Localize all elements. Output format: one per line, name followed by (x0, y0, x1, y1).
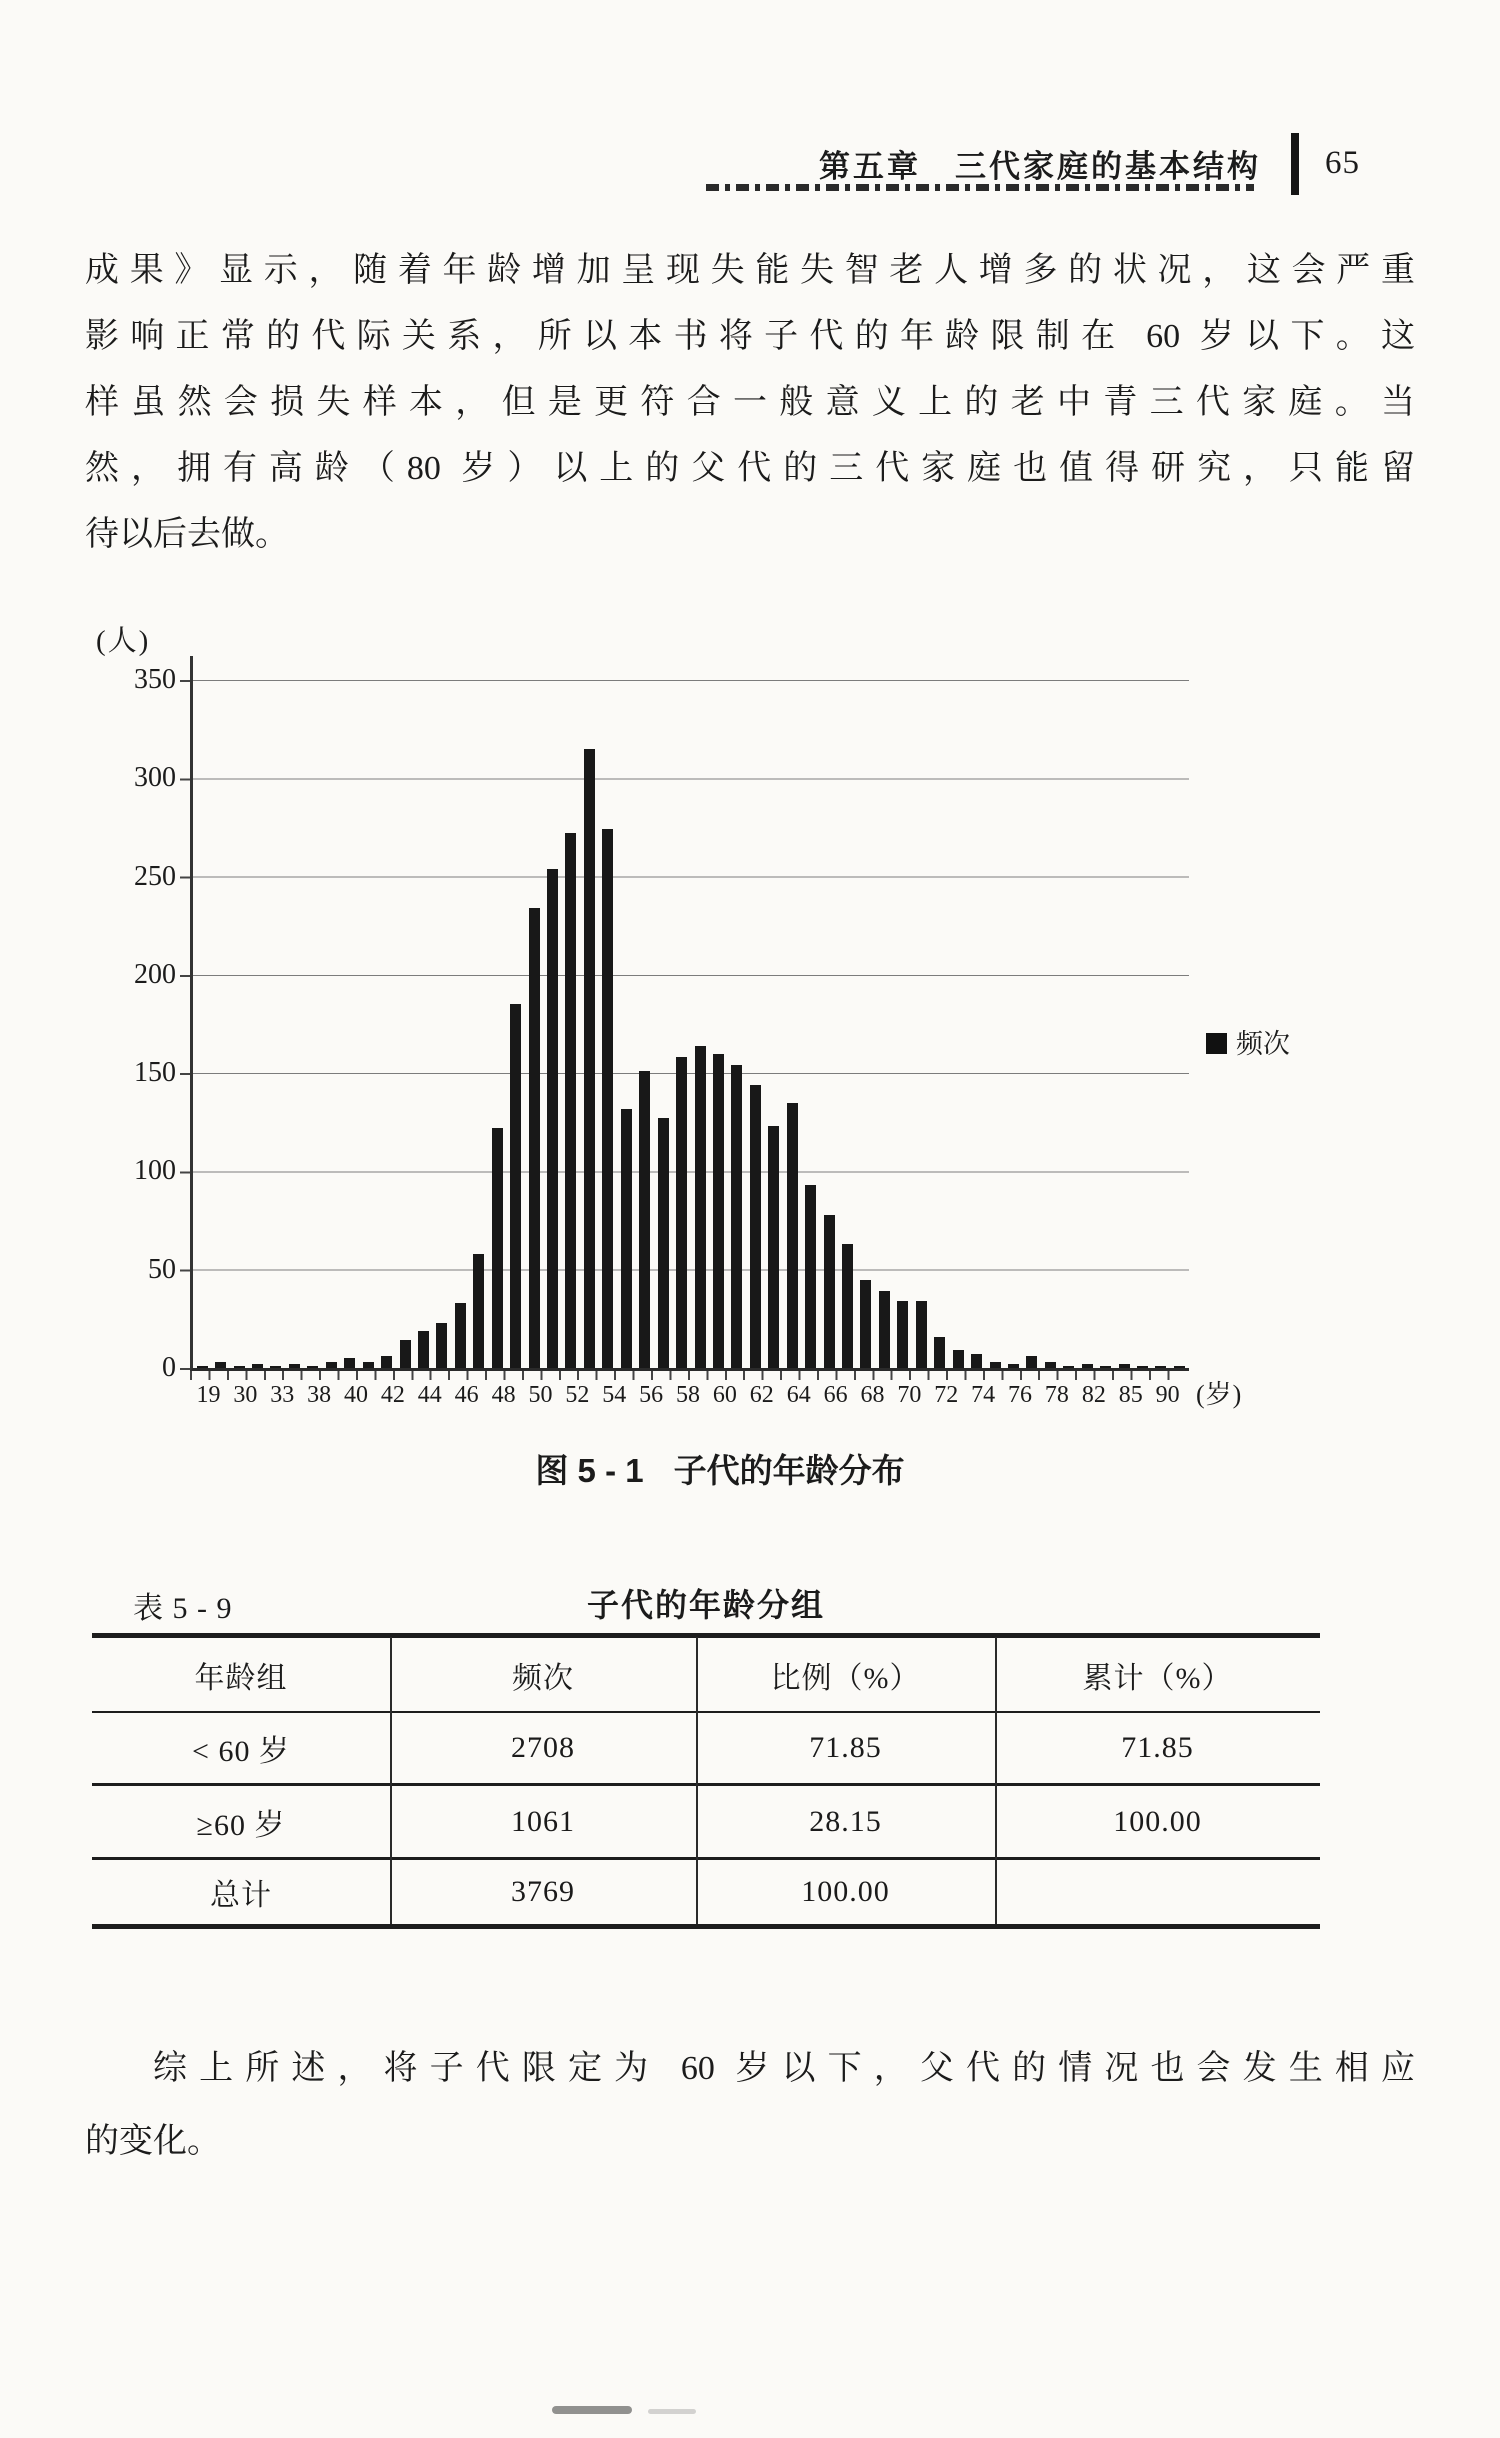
bar-slot (488, 680, 506, 1368)
table-cell: 总计 (210, 1879, 272, 1912)
bar-slot (949, 680, 967, 1368)
x-tick-label: 19 (196, 1382, 221, 1408)
x-tick-label: 40 (344, 1382, 368, 1408)
bar-slot (672, 680, 690, 1368)
table-cell: 28.15 (809, 1804, 882, 1838)
x-tick-label: 68 (860, 1382, 885, 1408)
bar (1155, 1366, 1166, 1368)
paragraph-line: 成果》显示，随着年龄增加呈现失能失智老人增多的状况，这会严重 (85, 252, 1415, 289)
table-cell: 3769 (511, 1875, 575, 1908)
table-cell: 71.85 (1121, 1731, 1194, 1764)
x-tick-label: 56 (639, 1382, 664, 1408)
chart-legend (1206, 1022, 1290, 1061)
header-divider-bar (1291, 133, 1299, 195)
paragraph-line: 影响正常的代际关系，所以本书将子代的年龄限制在 60 岁以下。这 (85, 318, 1415, 355)
bar-slot (1152, 680, 1170, 1368)
bar (326, 1362, 337, 1368)
bar-slot (783, 680, 801, 1368)
bar (953, 1350, 964, 1368)
x-tick-label: 44 (417, 1382, 442, 1408)
scan-smudge (648, 2409, 696, 2414)
bar (565, 833, 576, 1368)
bar-slot (580, 680, 598, 1368)
bar-slot (691, 680, 709, 1368)
y-tick-label: 250 (134, 860, 176, 892)
bar-slot (470, 680, 488, 1368)
chapter-title: 第五章 三代家庭的基本结构 (819, 148, 1261, 184)
x-tick-label: 54 (602, 1382, 627, 1408)
table-cell (995, 1860, 1320, 1924)
paragraph-2 (85, 2032, 1415, 2178)
table-cell: 100.00 (1113, 1804, 1202, 1838)
table-row (92, 1860, 1320, 1924)
bar (713, 1054, 724, 1369)
y-tick-label: 350 (134, 664, 176, 695)
paragraph-line: 样虽然会损失样本，但是更符合一般意义上的老中青三代家庭。当 (85, 384, 1415, 421)
table-row (92, 1713, 1320, 1783)
bar-slot (322, 680, 340, 1368)
chart-plot (190, 680, 1189, 1371)
table-cell: 71.85 (809, 1731, 882, 1764)
bar-slot (838, 680, 856, 1368)
bar-slot (1078, 680, 1096, 1368)
bar-slot (986, 680, 1004, 1368)
bar-slot (506, 680, 524, 1368)
table-cell: ≥60 岁 (196, 1808, 286, 1842)
x-tick-label: 66 (823, 1382, 848, 1408)
bar-slot (562, 680, 580, 1368)
table-cell: 1061 (511, 1804, 575, 1838)
bar (1174, 1366, 1185, 1368)
column-header: 比例（%） (770, 1661, 921, 1695)
y-tick-label: 50 (148, 1253, 176, 1285)
bar (731, 1065, 742, 1368)
x-tick-label: 52 (565, 1382, 590, 1408)
x-tick-label: 82 (1081, 1382, 1106, 1408)
bar-slot (341, 680, 359, 1368)
bar (455, 1303, 466, 1368)
bar-slot (433, 680, 451, 1368)
legend-series-label: 频次 (1236, 1029, 1290, 1059)
x-tick-label: 90 (1155, 1382, 1180, 1408)
bar (270, 1366, 281, 1368)
bar (197, 1366, 208, 1368)
x-tick-label: 74 (971, 1382, 996, 1408)
bar (934, 1337, 945, 1368)
bar (289, 1364, 300, 1368)
table-row (92, 1786, 1320, 1857)
bar-slot (359, 680, 377, 1368)
bar (584, 749, 595, 1368)
bar-slot (912, 680, 930, 1368)
bar-slot (1170, 680, 1188, 1368)
bar-slot (654, 680, 672, 1368)
y-axis-tick-labels (60, 664, 176, 1404)
bar-slot (728, 680, 746, 1368)
x-tick-label: 46 (454, 1382, 479, 1408)
x-tick-label: 78 (1044, 1382, 1069, 1408)
x-tick-label: 58 (676, 1382, 701, 1408)
paragraph-1 (85, 238, 1415, 568)
bar (363, 1362, 374, 1368)
bar (418, 1331, 429, 1368)
bar (639, 1071, 650, 1368)
x-tick-label: 85 (1118, 1382, 1143, 1408)
bar-slot (1115, 680, 1133, 1368)
y-tick-label: 0 (162, 1352, 176, 1383)
bar (842, 1244, 853, 1368)
bar (1137, 1366, 1148, 1368)
bar (824, 1215, 835, 1368)
bar-slot (931, 680, 949, 1368)
bar-slot (451, 680, 469, 1368)
bar (381, 1356, 392, 1368)
bar-slot (875, 680, 893, 1368)
bar (252, 1364, 263, 1368)
bar (234, 1366, 245, 1368)
bar-slot (377, 680, 395, 1368)
y-tick-label: 150 (134, 1057, 176, 1089)
bar (860, 1280, 871, 1368)
bar-slot (1060, 680, 1078, 1368)
bar (750, 1085, 761, 1368)
figure-caption (0, 1445, 1440, 1492)
bar (529, 908, 540, 1368)
bar-slot (304, 680, 322, 1368)
bar (400, 1340, 411, 1368)
bar-slot (820, 680, 838, 1368)
bar-slot (267, 680, 285, 1368)
bar (916, 1301, 927, 1368)
bar (510, 1004, 521, 1368)
x-tick-label: 50 (528, 1382, 553, 1408)
bar-slot (599, 680, 617, 1368)
bar-slot (1041, 680, 1059, 1368)
header-dash-dot-rule (706, 184, 1254, 191)
table-number-label: 表 5 - 9 (133, 1592, 233, 1625)
x-axis-unit-label: (岁) (1196, 1380, 1243, 1409)
bar (307, 1366, 318, 1368)
bar (1026, 1356, 1037, 1368)
x-tick-label: 30 (233, 1382, 258, 1408)
table-cell: 2708 (511, 1731, 575, 1764)
bar-slot (894, 680, 912, 1368)
bar-slot (709, 680, 727, 1368)
x-tick-label: 70 (897, 1382, 922, 1408)
paragraph-line: 待以后去做。 (85, 516, 289, 553)
bar-slot (525, 680, 543, 1368)
bar-slot (211, 680, 229, 1368)
bar-slot (230, 680, 248, 1368)
x-tick-label: 64 (786, 1382, 811, 1408)
bar (547, 869, 558, 1368)
bar-slot (857, 680, 875, 1368)
bar (344, 1358, 355, 1368)
y-axis-unit-label: (人) (96, 625, 151, 657)
paragraph-line: 综上所述，将子代限定为 60 岁以下，父代的情况也会发生相应 (153, 2050, 1415, 2087)
bar-slot (617, 680, 635, 1368)
column-header: 年龄组 (194, 1661, 288, 1695)
bar (1119, 1364, 1130, 1368)
bar (768, 1126, 779, 1368)
bar (621, 1109, 632, 1368)
x-tick-label: 72 (934, 1382, 959, 1408)
bar (492, 1128, 503, 1368)
bar-slot (967, 680, 985, 1368)
bar-slot (543, 680, 561, 1368)
bar (1008, 1364, 1019, 1368)
table-header-row (92, 1638, 1320, 1711)
column-header: 频次 (512, 1661, 574, 1695)
bar-slot (396, 680, 414, 1368)
bar-slot (248, 680, 266, 1368)
y-tick-label: 100 (134, 1155, 176, 1187)
y-axis-ticks (180, 680, 190, 1370)
bar-slot (746, 680, 764, 1368)
x-tick-label: 38 (307, 1382, 332, 1408)
bar (676, 1057, 687, 1368)
figure-caption-title: 子代的年龄分布 (673, 1452, 905, 1489)
bar-slot (1004, 680, 1022, 1368)
y-axis-line (190, 656, 193, 680)
bar-slot (1023, 680, 1041, 1368)
legend-swatch-icon (1206, 1033, 1227, 1054)
scan-smudge (552, 2406, 632, 2414)
bar-slot (193, 680, 211, 1368)
bar (695, 1046, 706, 1368)
bar (990, 1362, 1001, 1368)
page-number: 65 (1325, 144, 1360, 181)
bar (215, 1362, 226, 1368)
bar (658, 1118, 669, 1368)
figure-caption-number: 图 5 - 1 (535, 1452, 644, 1489)
paragraph-line: 的变化。 (85, 2123, 221, 2160)
bar (879, 1291, 890, 1368)
bar-slot (801, 680, 819, 1368)
bar (897, 1301, 908, 1368)
y-tick-label: 200 (134, 958, 176, 990)
x-tick-label: 48 (491, 1382, 516, 1408)
bar (1100, 1366, 1111, 1368)
bar-slot (1096, 680, 1114, 1368)
x-tick-label: 42 (380, 1382, 405, 1408)
column-header: 累计（%） (1082, 1661, 1233, 1695)
bar-slot (765, 680, 783, 1368)
bar (473, 1254, 484, 1368)
bar (1063, 1366, 1074, 1368)
table-bottom-border (92, 1924, 1320, 1929)
x-tick-label: 60 (712, 1382, 737, 1408)
bar (787, 1103, 798, 1368)
x-tick-label: 76 (1008, 1382, 1033, 1408)
bar (436, 1323, 447, 1368)
bar-slot (285, 680, 303, 1368)
y-tick-label: 300 (134, 762, 176, 794)
bar (602, 829, 613, 1368)
bar-slot (414, 680, 432, 1368)
bar-slot (1133, 680, 1151, 1368)
x-tick-label: 62 (749, 1382, 774, 1408)
table-title: 子代的年龄分组 (586, 1587, 825, 1623)
bar (805, 1185, 816, 1368)
data-table (92, 1633, 1320, 1929)
bar-slot (636, 680, 654, 1368)
x-tick-label: 33 (270, 1382, 295, 1408)
bar (1082, 1364, 1093, 1368)
x-axis-ticks (190, 1371, 1186, 1380)
bar (1045, 1362, 1056, 1368)
bar (971, 1354, 982, 1368)
table-cell: 100.00 (801, 1875, 890, 1908)
x-axis-tick-labels (190, 1380, 1186, 1410)
table-cell: < 60 岁 (192, 1735, 290, 1768)
paragraph-line: 然，拥有高龄（80 岁）以上的父代的三代家庭也值得研究，只能留 (85, 450, 1415, 487)
